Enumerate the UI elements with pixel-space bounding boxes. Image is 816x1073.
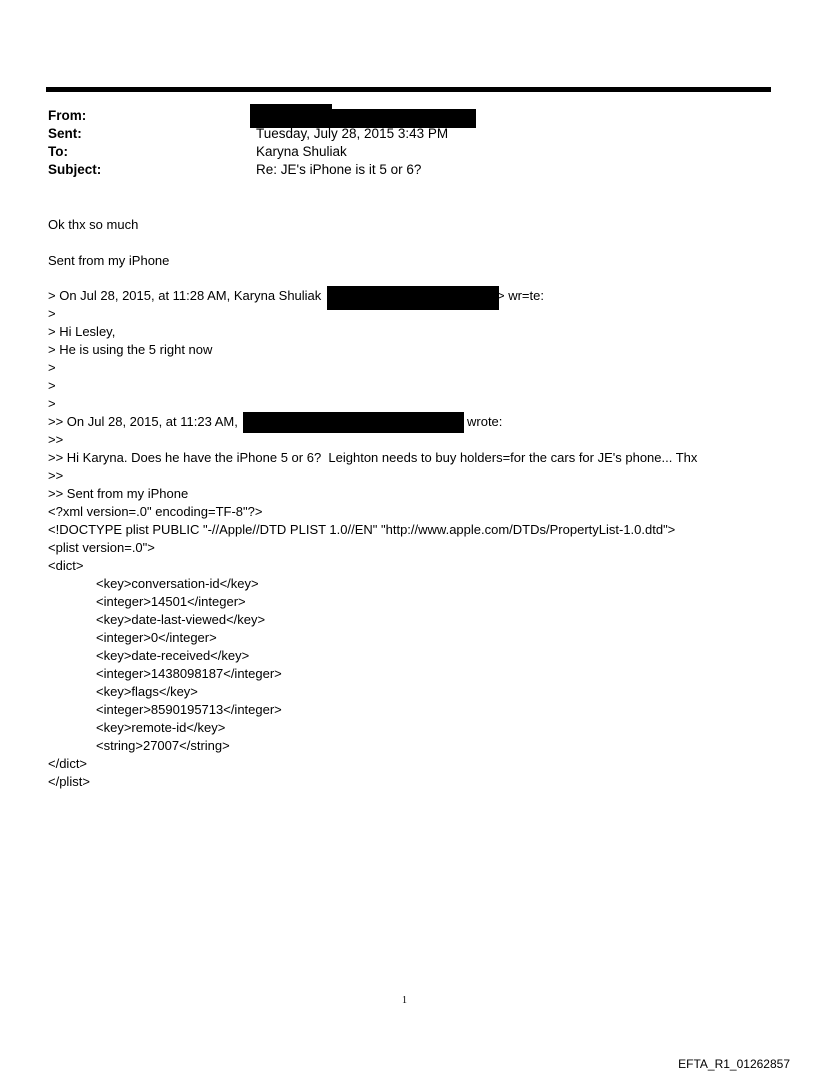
- quote-line: >>: [48, 432, 64, 447]
- plist-entry: <key>conversation-id</key>: [96, 576, 259, 591]
- signature: Sent from my iPhone: [48, 253, 170, 268]
- sent-label: Sent:: [48, 126, 82, 141]
- quote2-attribution: >> On Jul 28, 2015, at 11:23 AM,: [48, 414, 238, 429]
- plist-entry: <key>date-received</key>: [96, 648, 250, 663]
- plist-entry: <integer>0</integer>: [96, 630, 217, 645]
- plist-entry: <integer>1438098187</integer>: [96, 666, 282, 681]
- quote-line: >> Sent from my iPhone: [48, 486, 189, 501]
- quote1-attribution-suffix: > wr=te:: [497, 288, 544, 303]
- dict-open: <dict>: [48, 558, 84, 573]
- plist-close: </plist>: [48, 774, 90, 789]
- quote-line: >> Hi Karyna. Does he have the iPhone 5 or 6? Leighton needs to buy holders=for the cars for JE's phone... Thx: [48, 450, 698, 465]
- subject-value: Re: JE's iPhone is it 5 or 6?: [256, 162, 422, 177]
- plist-xml-declaration: <?xml version=.0" encoding=TF-8"?>: [48, 504, 263, 519]
- header-divider: [46, 87, 771, 92]
- plist-entry: <integer>14501</integer>: [96, 594, 246, 609]
- quote-line: >: [48, 396, 56, 411]
- plist-doctype: <!DOCTYPE plist PUBLIC "-//Apple//DTD PLIST 1.0//EN" "http://www.apple.com/DTDs/PropertyList-1.0.dtd">: [48, 522, 676, 537]
- plist-entry: <string>27007</string>: [96, 738, 230, 753]
- subject-label: Subject:: [48, 162, 102, 177]
- plist-entry: <key>date-last-viewed</key>: [96, 612, 266, 627]
- quote-line: >: [48, 360, 56, 375]
- document-id: EFTA_R1_01262857: [678, 1057, 790, 1071]
- plist-entry: <integer>8590195713</integer>: [96, 702, 282, 717]
- quote2-attribution-suffix: wrote:: [467, 414, 503, 429]
- from-label: From:: [48, 108, 87, 123]
- to-value: Karyna Shuliak: [256, 144, 347, 159]
- sent-value: Tuesday, July 28, 2015 3:43 PM: [256, 126, 449, 141]
- quote2-sender-redaction: [243, 412, 464, 433]
- quote-line: > He is using the 5 right now: [48, 342, 213, 357]
- quote-line: >: [48, 378, 56, 393]
- quote1-email-redaction: [327, 286, 499, 310]
- plist-entry: <key>flags</key>: [96, 684, 198, 699]
- quote-line: >: [48, 306, 56, 321]
- page-number: 1: [402, 995, 407, 1006]
- plist-entry: <key>remote-id</key>: [96, 720, 226, 735]
- plist-open: <plist version=.0">: [48, 540, 155, 555]
- quote-line: >>: [48, 468, 64, 483]
- reply-text: Ok thx so much: [48, 217, 139, 232]
- quote-line: > Hi Lesley,: [48, 324, 116, 339]
- to-label: To:: [48, 144, 68, 159]
- dict-close: </dict>: [48, 756, 88, 771]
- quote1-attribution: > On Jul 28, 2015, at 11:28 AM, Karyna Shuliak: [48, 288, 322, 303]
